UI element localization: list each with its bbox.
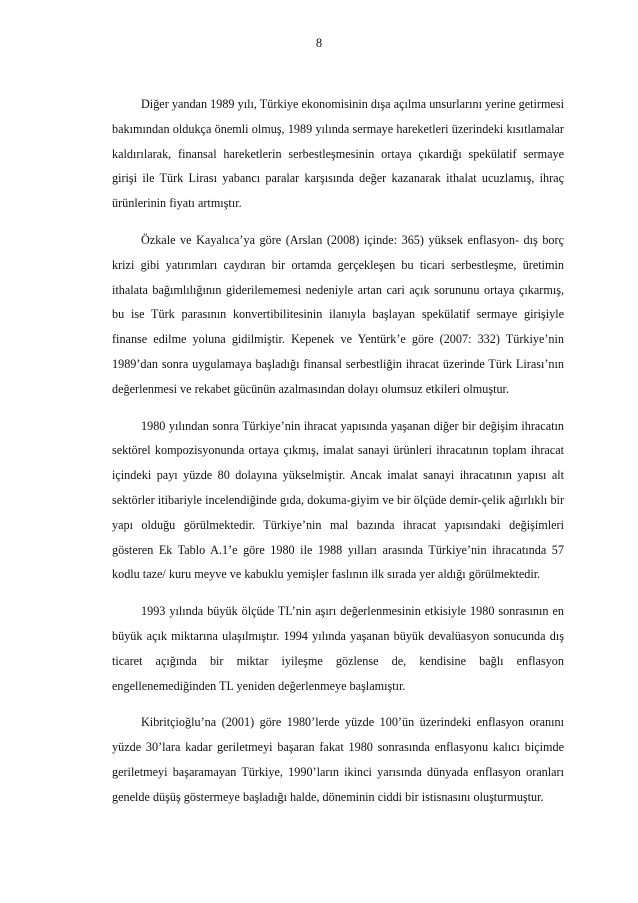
paragraph: 1980 yılından sonra Türkiye’nin ihracat yapısında yaşanan diğer bir değişim ihracatın sektörel kompozisyonunda ortaya çıkmış, imalat sanayi ürünleri ihracatının toplam ihracat içindeki payı yüzde 80 dolayına yükselmiştir. Ancak imalat sanayi ihracatının yapısı alt sektörler itibariyle incelendiğinde gıda, dokuma-giyim ve bir ölçüde demir-çelik ağırlıklı bir yapı olduğu görülmektedir. Türkiye’nin mal bazında ihracat yapısındaki değişimleri gösteren Ek Tablo A.1’e göre 1980 ile 1988 yılları arasında Türkiye’nin ihracatında 57 kodlu taze/ kuru meyve ve kabuklu yemişler faslının ilk sırada yer aldığı görülmektedir. [112,418,564,582]
paragraph: 1993 yılında büyük ölçüde TL’nin aşırı değerlenmesinin etkisiyle 1980 sonrasının en büyük açık miktarına ulaşılmıştır. 1994 yılında yaşanan büyük devalüasyon sonucunda dış ticaret açığında bir miktar iyileşme gözlense de, kendisine bağlı enflasyon engellenemediğinden TL yeniden değerlenmeye başlamıştır. [112,604,564,693]
paragraph: Kibritçioğlu’na (2001) göre 1980’lerde yüzde 100’ün üzerindeki enflasyon oranını yüzde 30’lara kadar geriletmeyi başaran fakat 1980 sonrasında enflasyonu kalıcı biçimde geriletmeyi başaramayan Türkiye, 1990’ların ikinci yarısında dünyada enflasyon oranları genelde düşüş göstermeye başladığı halde, döneminin ciddi bir istisnasını oluşturmuştur. [112,715,564,804]
paragraph: Özkale ve Kayalıca’ya göre (Arslan (2008) içinde: 365) yüksek enflasyon- dış borç krizi gibi yatırımları caydıran bir ortamda gerçekleşen bu ticari serbestleşme, üretimin ithalata bağımlılığının giderilememesi nedeniyle artan cari açık sorununu ortaya çıkarmış, bu ise Türk parasının konvertibilitesinin ilanıyla başlayan spekülatif sermaye girişiyle finanse edilme yoluna gidilmiştir. Kepenek ve Yentürk’e göre (2007: 332) Türkiye’nin 1989’dan sonra uygulamaya başladığı finansal serbestliğin ihracat üzerinde Türk Lirası’nın değerlenmesi ve rekabet gücünün azalmasından dolayı olumsuz etkileri olmuştur. [112,232,564,396]
paragraph: Diğer yandan 1989 yılı, Türkiye ekonomisinin dışa açılma unsurlarını yerine getirmesi bakımından oldukça önemli olmuş, 1989 yılında sermaye hareketleri üzerindeki kısıtlamalar kaldırılarak, finansal hareketlerin serbestleşmesinin ortaya çıkardığı spekülatif sermaye girişi ile Türk Lirası yabancı paralar karşısında değer kazanarak ithalat ucuzlamış, ihraç ürünlerinin fiyatı artmıştır. [112,97,564,211]
page-number: 8 [315,36,323,50]
document-body [112,92,564,822]
